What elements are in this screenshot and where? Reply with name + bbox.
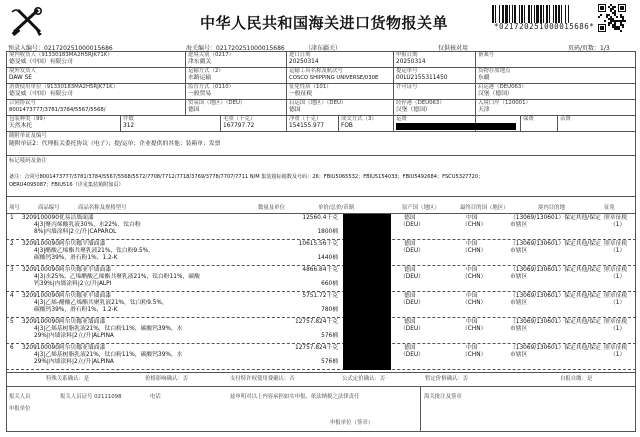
- consignee-label: 境内收货人（91330183MA2H5RJK71K）: [9, 52, 113, 58]
- royalty-value: 否: [289, 376, 295, 382]
- bl-label: 提运单号: [396, 68, 418, 74]
- goods-name-line3: 碳酸钙39%，滑石粉1%，1.2-K: [34, 255, 118, 261]
- goods-dest: 中国: [466, 293, 478, 299]
- goods-qty-units: 660桶: [321, 281, 338, 287]
- goods-origin-code: （DEU）: [400, 222, 424, 228]
- goods-exempt-code: （1）: [610, 222, 626, 228]
- barcode-text: *021720251000015686*: [494, 22, 595, 31]
- tentative-price-value: 否: [462, 376, 469, 382]
- dest-port-value: 汉堡（德国）: [478, 91, 513, 97]
- goods-header-no: 项号: [9, 205, 20, 211]
- special-relation-value: 是: [83, 376, 90, 382]
- goods-header-origin: 原产国（地区）: [402, 205, 440, 211]
- agency-label: 申报单位: [9, 406, 31, 412]
- origin-country-label: 启运国（地区）（DEU）: [289, 100, 347, 106]
- redacted-freight: [396, 123, 516, 130]
- goods-district: （13069/130601）保定其他/保定市辖区: [510, 345, 601, 358]
- form-note: 仅供核对用: [438, 45, 469, 52]
- goods-dest-code: （CHN）: [462, 326, 487, 332]
- goods-exempt-code: （1）: [610, 300, 626, 306]
- goods-name-line2: 4|3|聚丙烯酸乳液30%，水22%，钛白粉: [34, 222, 141, 228]
- declare-date-value: 20250314: [396, 59, 426, 65]
- goods-origin: 德国: [404, 345, 416, 351]
- barcode: [492, 5, 592, 23]
- vessel-value: COSCO SHIPPING UNIVERSE/030E: [289, 75, 379, 81]
- goods-name-line3: 钙39%|内墙涂料|2立/升|ALPI: [34, 281, 112, 287]
- supervision-value: 一般贸易: [188, 91, 212, 97]
- goods-header-exempt: 征免: [604, 205, 615, 211]
- net-label: 净重（千克）: [289, 116, 322, 122]
- bl-value: 00LU2155311450: [396, 75, 448, 81]
- terms-label: 成交方式（3）: [341, 116, 377, 122]
- trade-country-label: 贸易国（地区）（DEU）: [188, 100, 246, 106]
- goods-origin-code: （DEU）: [400, 300, 424, 306]
- user-label: 消费使用单位（91330183MA2H5RJK71K）: [9, 84, 119, 90]
- goods-exempt-code: （1）: [610, 248, 626, 254]
- tax-label: 征免性质（101）: [289, 84, 332, 90]
- port-value: 津东疆关: [188, 59, 212, 65]
- port-label: 进境关别（0217）: [188, 52, 235, 58]
- transit-port-value: 汉堡（德国）: [396, 107, 431, 113]
- goods-exempt: 照章征税: [604, 345, 628, 351]
- goods-dest: 中国: [466, 319, 478, 325]
- transport-value: 水路运输: [188, 75, 212, 81]
- page-indicator: 页码/页数：1/3: [568, 45, 610, 52]
- goods-dest-code: （CHN）: [462, 222, 487, 228]
- goods-name-line1: 3209100090阿尔贝娜亚墙面漆: [22, 345, 106, 351]
- agency-sign-label: 申报单位（签章）: [330, 420, 374, 426]
- goods-header-qty: 数量及单位: [258, 205, 285, 211]
- goods-qty-units: 576桶: [321, 333, 338, 339]
- goods-origin: 德国: [404, 267, 416, 273]
- goods-dest: 中国: [466, 241, 478, 247]
- remarks-line2: OERU4095087；FBIU516（详见集装箱附加页）: [9, 182, 124, 188]
- pre-entry-number: 预录入编号：021720251000015686: [8, 45, 113, 52]
- goods-header-price: 单价/总价/币制: [318, 205, 354, 211]
- goods-qty-units: 1440桶: [317, 255, 338, 261]
- goods-dest: 中国: [466, 267, 478, 273]
- goods-name-line1: 3209100090阿尔贝娜亚平墙面漆: [22, 267, 112, 273]
- declare-date-label: 申报日期: [396, 52, 418, 58]
- goods-qty-weight: 12757.824千克: [295, 345, 338, 351]
- goods-exempt: 照章征税: [604, 215, 628, 221]
- vessel-label: 运输工具名称及航次号: [289, 68, 343, 74]
- goods-header-dest: 最终目的国（地区）: [460, 205, 509, 211]
- tax-value: 一般征税: [289, 91, 313, 97]
- goods-origin: 德国: [404, 215, 416, 221]
- license-label: 许可证号: [396, 84, 418, 90]
- goods-district: （13069/130601）保定其他/保定市辖区: [510, 215, 601, 228]
- gross-value: 167797.72: [223, 123, 255, 129]
- pkg-label: 包装种类（99）: [9, 116, 49, 122]
- declarant-no-label: 报关人员证号 02111098: [60, 394, 122, 400]
- form-title: 中华人民共和国海关进口货物报关单: [200, 14, 449, 32]
- goods-exempt: 照章征税: [604, 293, 628, 299]
- price-impact-value: 否: [182, 376, 189, 382]
- goods-name-line2: 4|3|乙烯基树脂乳液21%，钛白粉11%，碳酸钙39%，水: [34, 352, 183, 358]
- goods-name-line2: 4|3|乙烯基树脂乳液21%，钛白粉11%，碳酸钙39%，水: [34, 326, 183, 332]
- goods-dest-code: （CHN）: [462, 300, 487, 306]
- goods-exempt: 照章征税: [604, 319, 628, 325]
- import-date-label: 进口日期: [289, 52, 311, 58]
- goods-origin: 德国: [404, 319, 416, 325]
- goods-qty-weight: 5751.72千克: [302, 293, 338, 299]
- shipper-label: 境外发货人: [9, 68, 36, 74]
- goods-district: （13069/130601）保定其他/保定市辖区: [510, 319, 601, 332]
- goods-no: 3: [10, 267, 14, 273]
- goods-name-line3: 29%|内墙涂料|2立/升|ALPINA: [34, 333, 114, 339]
- goods-origin: 德国: [404, 241, 416, 247]
- customs-office: （津东疆关）: [305, 45, 342, 52]
- storage-value: 东疆: [478, 75, 490, 81]
- royalty-label: 支付特许权使用费确认：否: [230, 376, 295, 382]
- consignee-value: 德旻威（中国）有限公司: [9, 59, 73, 65]
- insurance-label: 保费: [523, 116, 534, 122]
- misc-label: 杂费: [560, 116, 571, 122]
- declarant-label: 报关人员: [9, 394, 31, 400]
- supervision-label: 监管方式（0110）: [188, 84, 235, 90]
- goods-dest: 中国: [466, 215, 478, 221]
- trade-country-value: 德国: [188, 107, 200, 113]
- goods-origin-code: （DEU）: [400, 274, 424, 280]
- formula-price-value: 否: [379, 376, 386, 382]
- goods-name-line1: 3209100090阿尔贝娜亚墙面漆: [22, 319, 106, 325]
- customs-number: 海关编号：021720251000015686: [186, 45, 285, 52]
- goods-exempt-code: （1）: [610, 326, 626, 332]
- tentative-price-label: 暂定价格确认：否: [425, 376, 469, 382]
- goods-name-line3: 碳酸钙39%，滑石粉1%，1.2-K: [34, 307, 118, 313]
- goods-origin: 德国: [404, 293, 416, 299]
- declarant-no-value: 02111098: [94, 394, 122, 400]
- goods-name-line3: 29%|内墙涂料|2立/升|ALPINA: [34, 359, 114, 365]
- goods-origin-code: （DEU）: [400, 248, 424, 254]
- goods-name-line2: 4|3|水25%，乙烯醋酸乙烯酯共聚乳液21%，钛白粉11%，碳酸: [34, 274, 200, 280]
- shipper-value: DAW SE: [9, 75, 32, 81]
- goods-qty-weight: 12757.824千克: [295, 319, 338, 325]
- goods-no: 6: [10, 345, 14, 351]
- goods-name-line1: 3209100090优易洁墙面漆: [22, 215, 94, 221]
- goods-no: 5: [10, 319, 14, 325]
- self-pay-label: 自报自缴：是: [560, 376, 593, 382]
- pieces-label: 件数: [123, 116, 134, 122]
- entry-port-value: 天津: [478, 107, 490, 113]
- special-relation-label: 特殊关系确认：是: [46, 376, 90, 382]
- goods-name-line1: 3209100090阿尔贝娜亚平墙面漆: [22, 293, 112, 299]
- goods-no: 2: [10, 241, 14, 247]
- goods-district: （13069/130601）保定其他/保定市辖区: [510, 267, 601, 280]
- pieces-value: 312: [123, 123, 135, 129]
- goods-exempt: 照章征税: [604, 241, 628, 247]
- statement: 兹申明对以上内容承担如实申报、依法纳税之法律责任: [230, 394, 360, 400]
- contract-value: 8001473777/3781/3784/5567/5568/: [9, 107, 106, 113]
- goods-qty-weight: 4866.84千克: [302, 267, 338, 273]
- goods-qty-weight: 10615.56千克: [298, 241, 338, 247]
- goods-dest-code: （CHN）: [462, 352, 487, 358]
- goods-district: （13069/130601）保定其他/保定市辖区: [510, 241, 601, 254]
- goods-origin-code: （DEU）: [400, 352, 424, 358]
- remarks-line1: 备注：合同号8001473777/3781/3784/5567/5568/5572/7708/7712/7718/3769/3778/7707/7711 N/M 集装箱标箱数及号码：26；FBIU5065532；FBIU5154033；FBIU5492684；FSCU5327720；: [9, 174, 484, 180]
- import-date-value: 20250314: [289, 59, 319, 65]
- goods-header-code: 商品编号: [38, 205, 60, 211]
- storage-label: 货物存放地点: [478, 68, 511, 74]
- freight-label: 运费: [396, 116, 407, 122]
- goods-dest-code: （CHN）: [462, 274, 487, 280]
- customs-emblem-icon: [8, 4, 46, 38]
- price-impact-label: 价格影响确认：否: [145, 376, 189, 382]
- goods-qty-units: 1800桶: [317, 229, 338, 235]
- qr-code: [598, 4, 626, 32]
- phone-label: 电话: [150, 394, 161, 400]
- goods-no: 1: [10, 215, 14, 221]
- goods-name-line2: 4|3|醋酸乙烯酯共聚乳液21%，钛白粉9.5%，: [34, 248, 155, 254]
- goods-exempt: 照章征税: [604, 267, 628, 273]
- goods-header-name: 商品名称及规格型号: [78, 205, 127, 211]
- docs-label: 随附单证及编号: [9, 133, 47, 139]
- goods-exempt-code: （1）: [610, 274, 626, 280]
- goods-exempt-code: （1）: [610, 352, 626, 358]
- redacted-prices: [343, 214, 391, 370]
- remarks-label: 标记唛码及备注: [9, 158, 47, 164]
- pkg-value: 天然木托: [9, 123, 33, 129]
- origin-country-value: 德国: [289, 107, 301, 113]
- docs-line: 随附单证2：代理报关委托协议（电子）；提/运单；企业提供的其他；装箱单；发票: [9, 141, 221, 147]
- goods-qty-weight: 12560.4千克: [302, 215, 338, 221]
- self-pay-value: 是: [586, 376, 593, 382]
- goods-qty-units: 576桶: [321, 359, 338, 365]
- goods-name-line2: 4|3|乙烯-醋酸乙烯酯共聚乳液21%，钛白粉9.5%，: [34, 300, 168, 306]
- entry-port-label: 入境口岸（120001）: [478, 100, 531, 106]
- net-value: 154155.977: [289, 123, 325, 129]
- contract-label: 合同协议号: [9, 100, 36, 106]
- goods-name-line1: 3209100090阿尔贝娜平墙面漆: [22, 241, 106, 247]
- goods-district: （13069/130601）保定其他/保定市辖区: [510, 293, 601, 306]
- formula-price-label: 公式定价确认：否: [342, 376, 386, 382]
- goods-dest: 中国: [466, 345, 478, 351]
- transport-label: 运输方式（2）: [188, 68, 224, 74]
- terms-value: FOB: [341, 123, 353, 129]
- goods-name-line3: 8%|内墙涂料|2立/升|CAPAROL: [34, 229, 117, 235]
- user-value: 德旻威（中国）有限公司: [9, 91, 73, 97]
- gross-label: 毛重（千克）: [223, 116, 256, 122]
- goods-header-district: 境内目的地: [538, 205, 565, 211]
- dest-port-label: 启运港（DEU063）: [478, 84, 527, 90]
- goods-dest-code: （CHN）: [462, 248, 487, 254]
- record-label: 备案号: [478, 52, 495, 58]
- goods-qty-units: 780桶: [321, 307, 338, 313]
- transit-port-label: 经停港（DEU063）: [396, 100, 445, 106]
- goods-no: 4: [10, 293, 14, 299]
- customs-sign-label: 海关批注及签章: [424, 394, 462, 400]
- goods-origin-code: （DEU）: [400, 326, 424, 332]
